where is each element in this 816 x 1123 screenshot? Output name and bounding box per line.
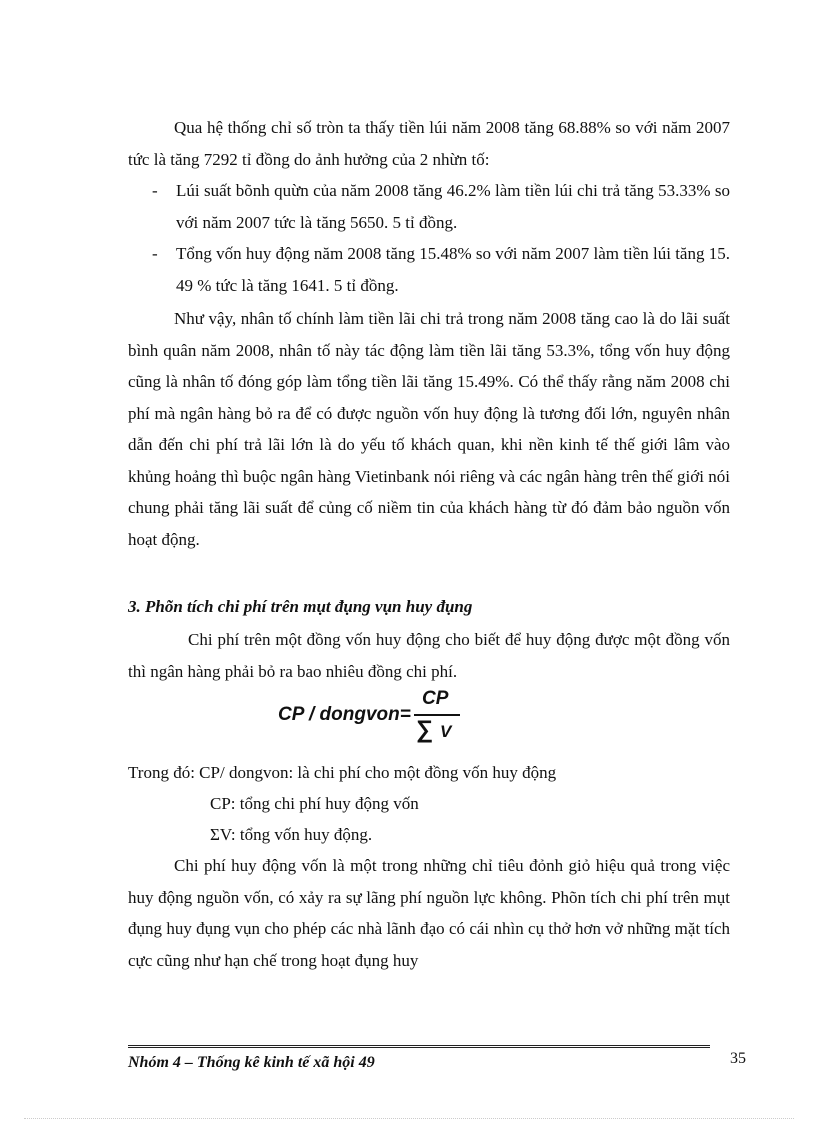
definition-line: Trong đó: CP/ dongvon: là chi phí cho một đồng vốn huy động: [128, 763, 557, 782]
formula-numerator: CP: [422, 688, 449, 709]
bullet-text: Tổng vốn huy động năm 2008 tăng 15.48% so với năm 2007 làm tiền lúi tăng 15. 49 % tức là tăng 1641. 5 tỉ đồng.: [176, 244, 730, 295]
formula-denominator-var: V: [440, 722, 452, 741]
bullet-dash: -: [152, 244, 158, 263]
page-bottom-border: [24, 1118, 794, 1119]
formula-cp-per-dong-von: [278, 690, 478, 752]
formula-lhs: CP / dongvon=: [278, 704, 411, 725]
paragraph-definition: Chi phí trên một đồng vốn huy động cho biết để huy động được một đồng vốn thì ngân hàng phải bỏ ra bao nhiêu đồng chi phí.: [128, 630, 730, 681]
section-heading: 3. Phõn tích chi phí trên mụt đụng vụn huy đụng: [128, 597, 473, 616]
paragraph-intro: Qua hệ thống chỉ số tròn ta thấy tiền lúi năm 2008 tăng 68.88% so với năm 2007 tức là tăng 7292 tỉ đồng do ảnh hưởng của 2 nhừn tố:: [128, 118, 730, 169]
definition-line: CP: tổng chi phí huy động vốn: [210, 794, 419, 813]
page-number: 35: [730, 1050, 746, 1067]
paragraph-conclusion: Chi phí huy động vốn là một trong những chỉ tiêu đỏnh giỏ hiệu quả trong việc huy động nguồn vốn, có xảy ra sự lãng phí nguồn lực không. Phõn tích chi phí trên mụt đụng huy đụng vụn cho phép các nhà lãnh đạo có cái nhìn cụ thở hơn vở những mặt tích cực cũng như hạn chế trong hoạt đụng huy: [128, 856, 730, 970]
sigma-symbol: ∑: [416, 716, 434, 743]
footer-title: Nhóm 4 – Thống kê kinh tế xã hội 49: [128, 1054, 375, 1071]
paragraph-analysis: Như vậy, nhân tố chính làm tiền lãi chi trả trong năm 2008 tăng cao là do lãi suất bình quân năm 2008, nhân tố này tác động làm tiền lãi tăng 53.3%, tổng vốn huy động cũng là nhân tố đóng góp làm tổng tiền lãi tăng 15.49%. Có thể thấy rằng năm 2008 chi phí mà ngân hàng bỏ ra để có được nguồn vốn huy động là tương đối lớn, nguyên nhân dẫn đến chi phí trả lãi lớn là do yếu tố khách quan, khi nền kinh tế thế giới lâm vào khủng hoảng thì buộc ngân hàng Vietinbank nói riêng và các ngân hàng trên thế giới nói chung phải tăng lãi suất để củng cố niềm tin của khách hàng từ đó đảm bảo nguồn vốn hoạt động.: [128, 309, 730, 549]
footer-divider: [128, 1045, 710, 1048]
definition-line: ΣV: tổng vốn huy động.: [210, 825, 373, 844]
bullet-dash: -: [152, 181, 158, 200]
bullet-text: Lúi suất bõnh quừn của năm 2008 tăng 46.2% làm tiền lúi chi trả tăng 53.33% so với năm 2007 tức là tăng 5650. 5 tỉ đồng.: [176, 181, 730, 232]
